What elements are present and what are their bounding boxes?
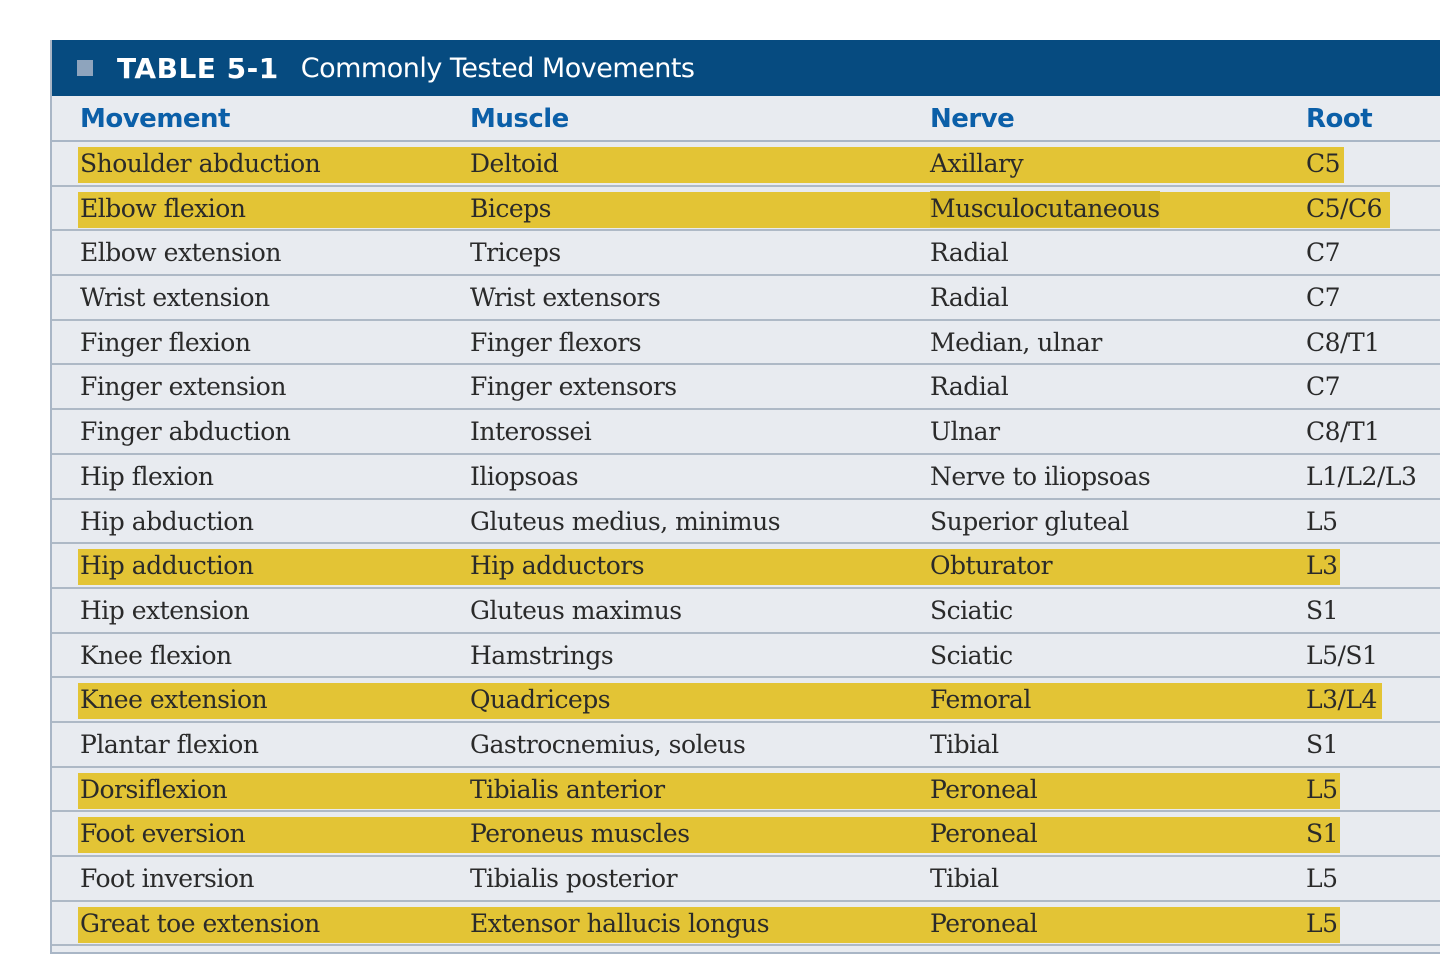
table-body (52, 142, 1440, 946)
cell-nerve: Tibial (930, 864, 999, 893)
cell-nerve: Tibial (930, 729, 999, 759)
cell-movement: Elbow flexion (80, 193, 246, 223)
table-title-bar (52, 40, 1440, 96)
cell-movement: Dorsiflexion (80, 774, 228, 804)
cell-root: L5 (1306, 864, 1338, 893)
cell-nerve: Radial (930, 372, 1009, 402)
cell-muscle: Quadriceps (470, 685, 611, 715)
cell-nerve: Radial (930, 238, 1009, 268)
cell-movement: Wrist extension (80, 283, 270, 313)
cell-root: L5 (1306, 506, 1338, 536)
header-muscle: Muscle (470, 104, 569, 134)
cell-movement: Plantar flexion (80, 729, 259, 759)
cell-movement: Hip adduction (80, 551, 254, 581)
table-row (52, 544, 1440, 589)
cell-muscle: Finger flexors (470, 327, 642, 357)
cell-muscle: Gastrocnemius, soleus (470, 729, 746, 759)
cell-muscle: Tibialis posterior (470, 864, 678, 893)
cell-root: L5/S1 (1306, 640, 1378, 670)
cell-root: C7 (1306, 283, 1341, 313)
cell-root: C5/C6 (1306, 193, 1382, 223)
cell-muscle: Hamstrings (470, 640, 614, 670)
cell-root: C7 (1306, 238, 1341, 268)
table-row (52, 812, 1440, 857)
cell-nerve: Obturator (930, 551, 1053, 581)
cell-root: S1 (1306, 729, 1339, 759)
header-movement: Movement (80, 104, 230, 134)
header-nerve: Nerve (930, 104, 1015, 134)
cell-movement: Finger abduction (80, 417, 291, 447)
cell-root: C5 (1306, 149, 1341, 178)
cell-movement: Knee flexion (80, 640, 232, 670)
row-highlight (78, 549, 1340, 585)
cell-muscle: Deltoid (470, 149, 559, 178)
row-highlight (78, 817, 1340, 853)
cell-muscle: Interossei (470, 417, 592, 447)
cell-movement: Shoulder abduction (80, 149, 321, 178)
table-number: TABLE 5-1 (117, 51, 279, 85)
cell-muscle: Iliopsoas (470, 461, 579, 491)
table-row (52, 857, 1440, 902)
cell-nerve: Sciatic (930, 640, 1013, 670)
cell-muscle: Triceps (470, 238, 561, 268)
table-row (52, 500, 1440, 545)
cell-nerve: Superior gluteal (930, 506, 1129, 536)
square-bullet-icon (77, 60, 93, 76)
cell-root: C8/T1 (1306, 417, 1380, 447)
cell-nerve: Ulnar (930, 417, 1000, 447)
cell-muscle: Tibialis anterior (470, 774, 665, 804)
cell-root: C7 (1306, 372, 1341, 402)
cell-nerve: Peroneal (930, 774, 1038, 804)
cell-nerve: Peroneal (930, 819, 1038, 849)
table-row (52, 723, 1440, 768)
cell-nerve: Femoral (930, 685, 1031, 715)
cell-root: L3 (1306, 551, 1338, 581)
cell-root: S1 (1306, 595, 1339, 625)
table-header-row (52, 96, 1440, 142)
cell-movement: Finger extension (80, 372, 286, 402)
cell-muscle: Finger extensors (470, 372, 677, 402)
cell-movement: Foot eversion (80, 819, 246, 849)
cell-root: L5 (1306, 774, 1338, 804)
table-row (52, 321, 1440, 366)
cell-nerve: Nerve to iliopsoas (930, 461, 1151, 491)
cell-movement: Finger flexion (80, 327, 251, 357)
table-row (52, 365, 1440, 410)
cell-nerve: Musculocutaneous (930, 191, 1160, 227)
cell-muscle: Hip adductors (470, 551, 645, 581)
cell-movement: Elbow extension (80, 238, 281, 268)
cell-muscle: Gluteus medius, minimus (470, 506, 781, 536)
table-row (52, 410, 1440, 455)
cell-root: C8/T1 (1306, 327, 1380, 357)
table-row (52, 678, 1440, 723)
cell-movement: Hip flexion (80, 461, 214, 491)
table-row (52, 187, 1440, 232)
cell-nerve: Sciatic (930, 595, 1013, 625)
cell-root: L5 (1306, 908, 1338, 938)
cell-muscle: Biceps (470, 193, 551, 223)
row-highlight (78, 192, 1390, 228)
table-row (52, 455, 1440, 500)
cell-nerve: Peroneal (930, 908, 1038, 938)
header-root: Root (1306, 104, 1373, 134)
cell-movement: Hip extension (80, 595, 250, 625)
cell-nerve: Median, ulnar (930, 327, 1102, 357)
cell-root: S1 (1306, 819, 1339, 849)
table-row (52, 589, 1440, 634)
movements-table (50, 40, 1440, 954)
cell-nerve: Axillary (930, 149, 1024, 178)
cell-root: L1/L2/L3 (1306, 461, 1417, 491)
cell-nerve: Radial (930, 283, 1009, 313)
cell-root: L3/L4 (1306, 685, 1377, 715)
table-row (52, 276, 1440, 321)
table-row (52, 231, 1440, 276)
cell-movement: Great toe extension (80, 908, 320, 938)
cell-movement: Foot inversion (80, 864, 255, 893)
table-row (52, 902, 1440, 947)
table-title: Commonly Tested Movements (300, 52, 695, 84)
table-row (52, 634, 1440, 679)
row-highlight (78, 683, 1382, 719)
cell-muscle: Gluteus maximus (470, 595, 682, 625)
table-row (52, 768, 1440, 813)
cell-muscle: Wrist extensors (470, 283, 661, 313)
cell-muscle: Peroneus muscles (470, 819, 690, 849)
row-highlight (78, 773, 1340, 809)
cell-movement: Knee extension (80, 685, 268, 715)
cell-muscle: Extensor hallucis longus (470, 908, 770, 938)
cell-movement: Hip abduction (80, 506, 254, 536)
table-row (52, 142, 1440, 187)
